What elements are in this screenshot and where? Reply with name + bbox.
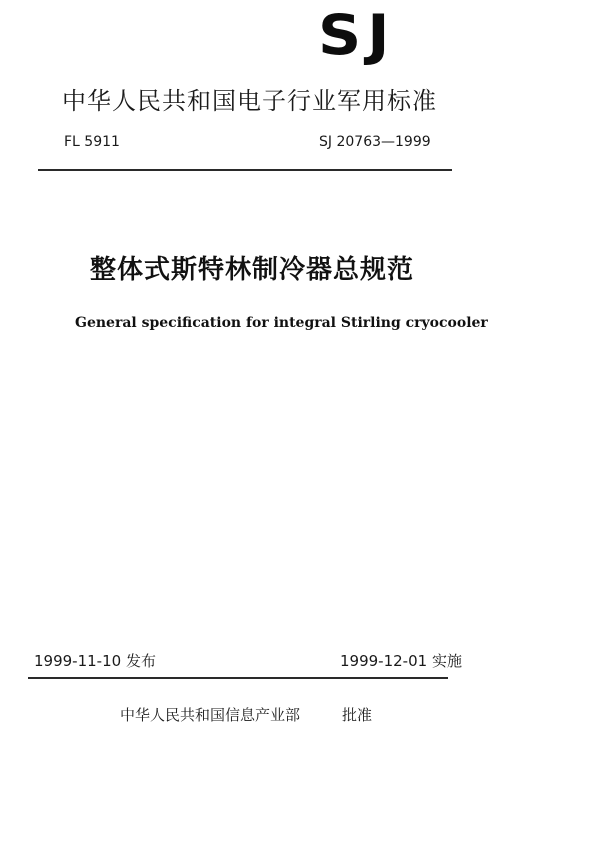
header-divider — [38, 169, 452, 171]
document-title-chinese: 整体式斯特林制冷器总规范 — [90, 255, 415, 285]
effective-date: 1999-12-01 实施 — [340, 652, 462, 670]
issuing-authority: 中华人民共和国信息产业部 — [120, 706, 301, 724]
document-title-english: General specification for integral Stirling cryocooler — [75, 315, 488, 331]
standard-category-title: 中华人民共和国电子行业军用标准 — [62, 87, 437, 115]
issue-date: 1999-11-10 发布 — [34, 652, 156, 670]
sj-logo: SJ — [318, 3, 396, 68]
standard-number: SJ 20763—1999 — [319, 134, 431, 150]
footer-divider — [28, 677, 448, 679]
approval-action: 批准 — [342, 706, 373, 724]
classification-code: FL 5911 — [64, 134, 120, 150]
